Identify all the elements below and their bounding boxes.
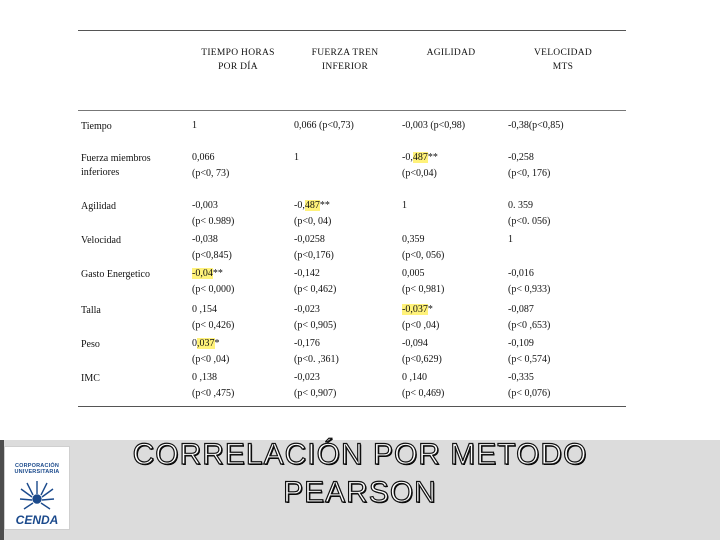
row-label: Gasto Energetico [81,269,150,280]
table-header-rule [78,110,626,111]
cenda-logo [4,446,70,530]
table-cell: 0,066 (p<0, 73) [192,152,230,179]
table-cell: 0,359 (p<0, 056) [402,234,445,261]
table-cell: -0,023 (p< 0,907) [294,372,337,399]
table-cell: 0,037* (p<0 ,04) [192,338,230,365]
table-cell: 1 [402,200,407,211]
table-cell: 1 [294,152,299,163]
table-cell: -0,176 (p<0. ,361) [294,338,339,365]
table-cell: 1 [508,234,513,245]
table-cell: -0,094 (p<0,629) [402,338,442,365]
correlation-table [78,30,626,407]
table-cell: 0. 359 (p<0. 056) [508,200,551,227]
table-cell: -0,003 (p<0,98) [402,120,466,131]
header-fuerza-tren: FUERZA TREN INFERIOR [311,48,379,72]
header-tiempo-horas: TIEMPO HORAS POR DÍA [201,48,275,72]
row-label: IMC [81,373,100,384]
table-cell: 0 ,138 (p<0 ,475) [192,372,235,399]
table-cell: -0,038 (p<0,845) [192,234,232,261]
row-label: Peso [81,339,100,350]
highlighted-value: 487 [304,200,320,211]
highlighted-value: -0,04 [192,268,213,279]
table-cell: 0,005 (p< 0,981) [402,268,445,295]
logo-text-universitaria: UNIVERSITARIA [14,469,60,475]
row-label: Agilidad [81,201,116,212]
row-label: Velocidad [81,235,121,246]
highlighted-value: ,037 [197,338,215,349]
table-cell: -0,016 (p< 0,933) [508,268,551,295]
slide-title-line1: CORRELACIÓN POR METODO [132,438,588,471]
table-cell: 0 ,154 (p< 0,426) [192,304,235,331]
logo-text-corporacion: CORPORACIÓN [14,463,60,469]
slide-title [130,436,590,512]
table-cell: 0,066 (p<0,73) [294,120,354,131]
row-label: Tiempo [81,121,112,132]
row-label: Fuerza miembros inferiores [81,153,151,178]
header-velocidad: VELOCIDAD MTS [533,48,593,72]
table-top-rule [78,30,626,31]
table-cell: -0,487** (p<0, 04) [294,200,332,227]
row-label: Talla [81,305,101,316]
table-cell: -0,023 (p< 0,905) [294,304,337,331]
table-cell: -0,003 (p< 0.989) [192,200,235,227]
table-cell: -0,0258 (p<0,176) [294,234,334,261]
slide-title-line2: PEARSON [283,476,437,509]
logo-sunburst-icon [19,479,55,511]
highlighted-value: 487 [412,152,428,163]
table-cell: 1 [192,120,197,131]
table-cell: -0,487** (p<0,04) [402,152,438,179]
table-cell: -0,335 (p< 0,076) [508,372,551,399]
table-cell: 0 ,140 (p< 0,469) [402,372,445,399]
table-cell: -0,037* (p<0 ,04) [402,304,440,331]
header-agilidad: AGILIDAD [426,48,476,58]
table-cell: -0,04** (p< 0,000) [192,268,235,295]
table-cell: -0,109 (p< 0,574) [508,338,551,365]
table-cell: -0,38(p<0,85) [508,120,564,131]
table-cell: -0,087 (p<0 ,653) [508,304,551,331]
table-cell: -0,142 (p< 0,462) [294,268,337,295]
logo-text-cenda: CENDA [15,513,59,527]
table-cell: -0,258 (p<0, 176) [508,152,551,179]
highlighted-value: -0,037 [402,304,428,315]
table-bottom-rule [78,406,626,407]
